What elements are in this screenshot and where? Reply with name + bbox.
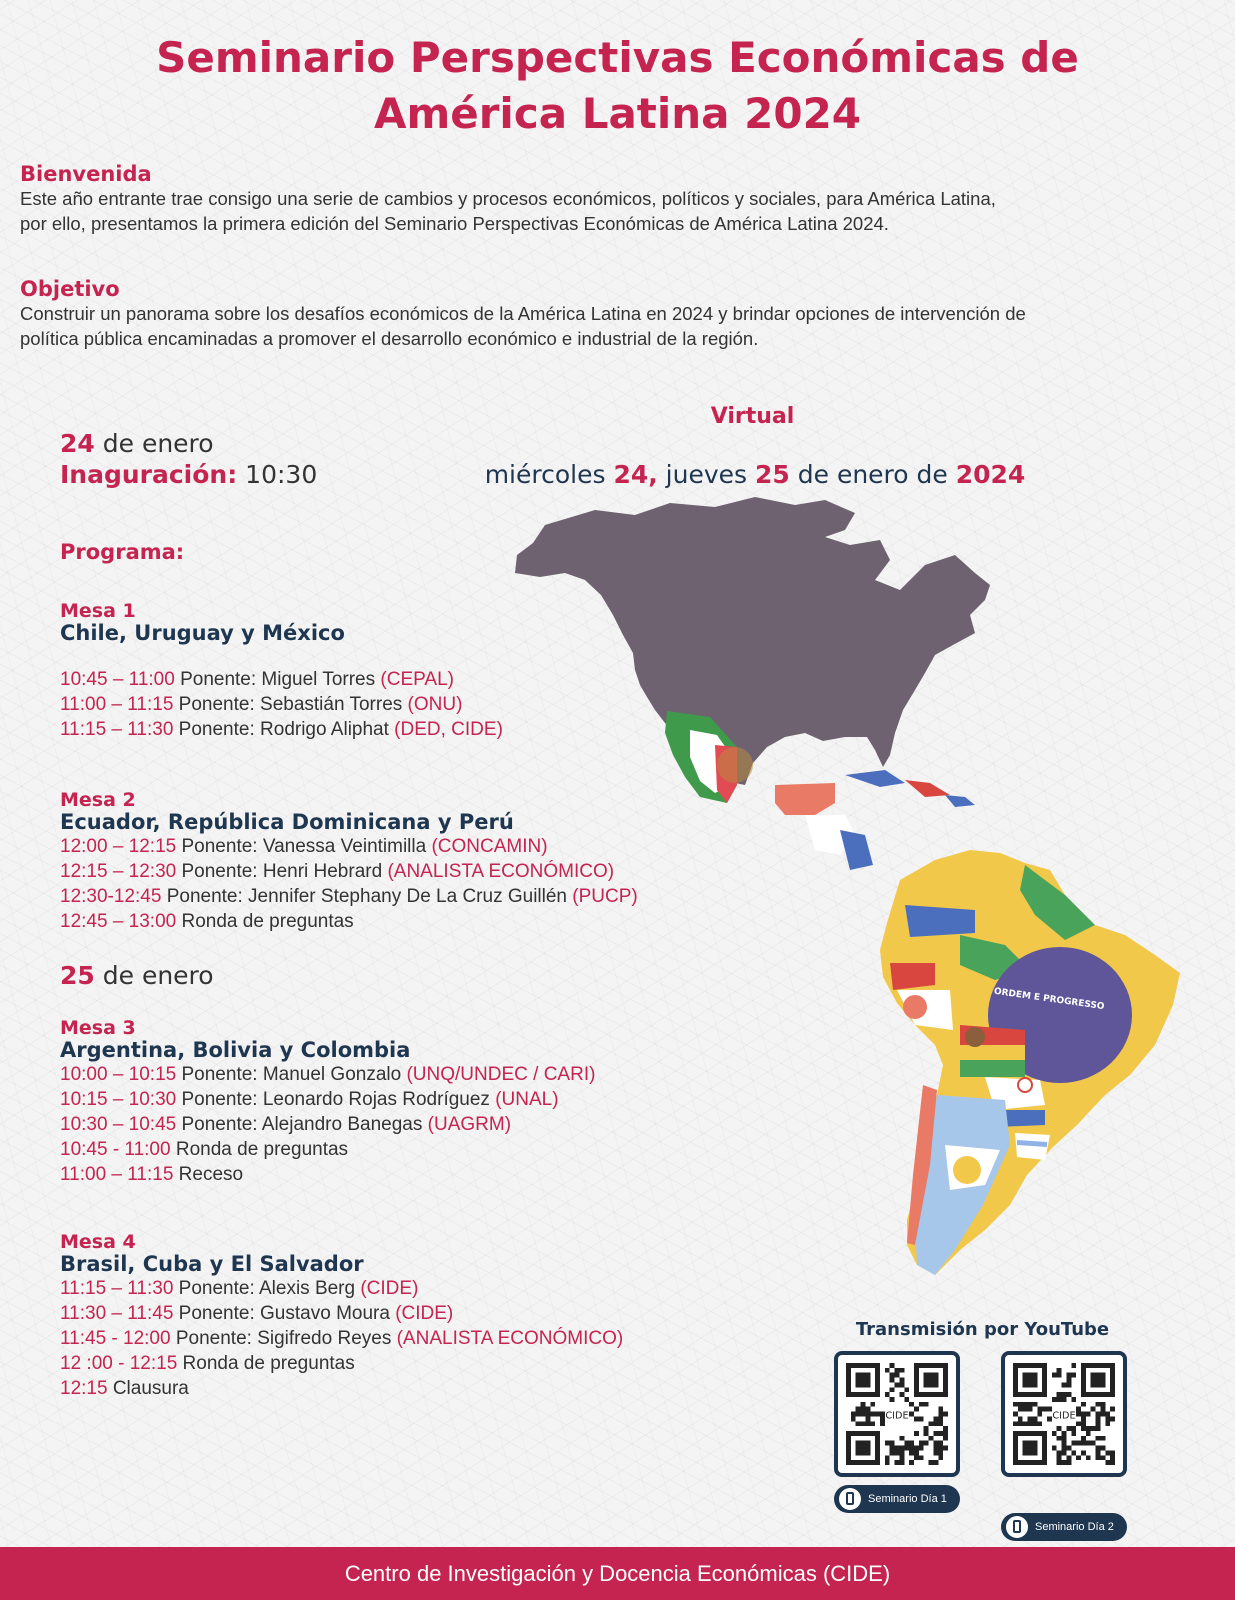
footer-bar [0, 1547, 1235, 1600]
central-america-shape [775, 783, 835, 815]
row-time: 11:15 – 11:30 [60, 1278, 174, 1299]
footer-text: Centro de Investigación y Docencia Económicas (CIDE) [344, 1561, 891, 1586]
mesa-4-title: Brasil, Cuba y El Salvador [60, 1252, 364, 1276]
day2-date [60, 960, 214, 991]
qr-code-icon [846, 1363, 948, 1465]
row-time: 12:00 – 12:15 [60, 836, 177, 857]
mesa-3 [60, 1018, 595, 1187]
mesa-3-title: Argentina, Bolivia y Colombia [60, 1038, 411, 1062]
row-text: Receso [173, 1164, 244, 1185]
seminar-day2-link[interactable] [1001, 1513, 1127, 1541]
programa-heading: Programa: [60, 540, 185, 564]
map-banner-text: ORDEM E PROGRESSO [993, 986, 1105, 1013]
mesa-1 [60, 601, 503, 742]
qr-day2[interactable] [1001, 1351, 1127, 1477]
objetivo-heading: Objetivo [20, 277, 120, 301]
schedule-row [60, 1351, 623, 1376]
schedule-row [60, 1112, 595, 1137]
row-time: 12:15 [60, 1378, 108, 1399]
qr-code-day2[interactable] [1001, 1351, 1127, 1477]
row-time: 12:45 – 13:00 [60, 911, 177, 932]
row-time: 11:30 – 11:45 [60, 1303, 174, 1324]
days-d1: 24, [613, 460, 658, 489]
schedule-row [60, 884, 638, 909]
day1-num: 24 [60, 429, 95, 458]
schedule-row [60, 909, 638, 934]
row-text: Ponente: Sigifredo Reyes [170, 1328, 397, 1349]
days-d2: 25 [755, 460, 790, 489]
mesa-4-label: Mesa 4 [60, 1231, 136, 1253]
schedule-row [60, 667, 503, 692]
row-time: 11:15 – 11:30 [60, 719, 174, 740]
youtube-heading: Transmisión por YouTube [855, 1319, 1110, 1340]
row-text: Ponente: Vanessa Veintimilla [176, 836, 432, 857]
bienvenida-line-2: por ello, presentamos la primera edición del Seminario Perspectivas Económicas de América Latina 2024. [20, 213, 889, 234]
row-text: Ponente: Miguel Torres [174, 669, 381, 690]
row-time: 10:45 – 11:00 [60, 669, 175, 690]
qr-day1[interactable] [834, 1351, 960, 1477]
row-org: (CIDE) [395, 1303, 454, 1324]
inauguration-label: Inaguración: [60, 460, 238, 489]
mesa-1-label: Mesa 1 [60, 600, 136, 622]
row-time: 11:00 – 11:15 [60, 694, 174, 715]
row-text: Ronda de preguntas [170, 1139, 349, 1160]
row-time: 10:00 – 10:15 [60, 1064, 177, 1085]
mesa-2-title: Ecuador, República Dominicana y Perú [60, 810, 514, 834]
row-time: 10:15 – 10:30 [60, 1089, 177, 1110]
row-time: 10:45 - 11:00 [60, 1139, 171, 1160]
phone-icon [1006, 1516, 1028, 1538]
schedule-row [60, 1087, 595, 1112]
row-text: Ponente: Leonardo Rojas Rodríguez [176, 1089, 496, 1110]
row-org: (UAGRM) [427, 1114, 512, 1135]
row-org: (ANALISTA ECONÓMICO) [387, 861, 615, 882]
north-america-shape [515, 497, 990, 785]
row-text: Ponente: Alejandro Banegas [176, 1114, 428, 1135]
title-line-2: América Latina 2024 [373, 89, 862, 138]
row-org: (UNQ/UNDEC / CARI) [406, 1064, 596, 1085]
days-w3: de enero de [789, 460, 956, 489]
day1-text: de enero [94, 429, 214, 458]
bienvenida-line-1: Este año entrante trae consigo una serie de cambios y procesos económicos, políticos y sociales, para América Latina, [20, 188, 996, 209]
row-text: Ponente: Gustavo Moura [173, 1303, 396, 1324]
row-text: Ronda de preguntas [176, 911, 354, 932]
schedule-row [60, 1137, 595, 1162]
schedule-row [60, 692, 503, 717]
schedule-row [60, 1162, 595, 1187]
inauguration [60, 459, 317, 490]
days-w1: miércoles [484, 460, 614, 489]
row-org: (DED, CIDE) [394, 719, 503, 740]
day2-text: de enero [94, 961, 214, 990]
mesa-4 [60, 1232, 623, 1401]
row-org: (ANALISTA ECONÓMICO) [396, 1328, 624, 1349]
row-time: 12 :00 - 12:15 [60, 1353, 178, 1374]
objetivo-section [20, 277, 1230, 351]
schedule-row [60, 859, 638, 884]
qr-code-icon [1013, 1363, 1115, 1465]
row-text: Ponente: Henri Hebrard [176, 861, 388, 882]
qr-logo-text: CIDE [1052, 1410, 1076, 1422]
row-org: (PUCP) [572, 886, 638, 907]
row-time: 11:45 - 12:00 [60, 1328, 171, 1349]
objetivo-line-1: Construir un panorama sobre los desafíos económicos de la América Latina en 2024 y brindar opciones de intervención de [20, 303, 1026, 324]
inauguration-time: 10:30 [237, 460, 318, 489]
objetivo-line-2: política pública encaminadas a promover el desarrollo económico e industrial de la región. [20, 328, 759, 349]
mesa-1-title: Chile, Uruguay y México [60, 621, 345, 645]
row-text: Ponente: Rodrigo Aliphat [173, 719, 395, 740]
schedule-row [60, 1326, 623, 1351]
bienvenida-heading: Bienvenida [20, 162, 152, 186]
schedule-row [60, 1062, 595, 1087]
page-title [0, 30, 1235, 142]
mesa-2 [60, 790, 638, 934]
qr-code-day1[interactable] [834, 1351, 960, 1477]
bienvenida-section [20, 162, 1220, 236]
phone-icon [839, 1488, 861, 1510]
row-text: Ponente: Alexis Berg [173, 1278, 361, 1299]
row-text: Ronda de preguntas [177, 1353, 355, 1374]
days-w2: jueves [657, 460, 755, 489]
mesa-3-label: Mesa 3 [60, 1017, 136, 1039]
day1-date [60, 428, 214, 459]
row-text: Clausura [107, 1378, 189, 1399]
seminar-day1-label: Seminario Día 1 [868, 1493, 947, 1505]
row-text: Ponente: Manuel Gonzalo [176, 1064, 407, 1085]
row-time: 11:00 – 11:15 [60, 1164, 174, 1185]
qr-logo-text: CIDE [885, 1410, 909, 1422]
seminar-day2-label: Seminario Día 2 [1035, 1521, 1114, 1533]
row-org: (UNAL) [495, 1089, 559, 1110]
schedule-row [60, 1301, 623, 1326]
schedule-row [60, 1276, 623, 1301]
seminar-day1-link[interactable] [834, 1485, 960, 1513]
row-time: 12:30-12:45 [60, 886, 162, 907]
schedule-row [60, 717, 503, 742]
row-org: (CONCAMIN) [431, 836, 548, 857]
row-text: Ponente: Jennifer Stephany De La Cruz Guillén [161, 886, 573, 907]
row-time: 10:30 – 10:45 [60, 1114, 177, 1135]
schedule-row [60, 1376, 623, 1401]
row-org: (ONU) [407, 694, 463, 715]
mesa-2-label: Mesa 2 [60, 789, 136, 811]
row-time: 12:15 – 12:30 [60, 861, 177, 882]
row-org: (CIDE) [360, 1278, 419, 1299]
row-text: Ponente: Sebastián Torres [173, 694, 408, 715]
row-org: (CEPAL) [380, 669, 454, 690]
days-year: 2024 [955, 460, 1026, 489]
virtual-label: Virtual [710, 404, 795, 429]
schedule-row [60, 834, 638, 859]
day2-num: 25 [60, 961, 95, 990]
title-line-1: Seminario Perspectivas Económicas de [156, 33, 1079, 82]
